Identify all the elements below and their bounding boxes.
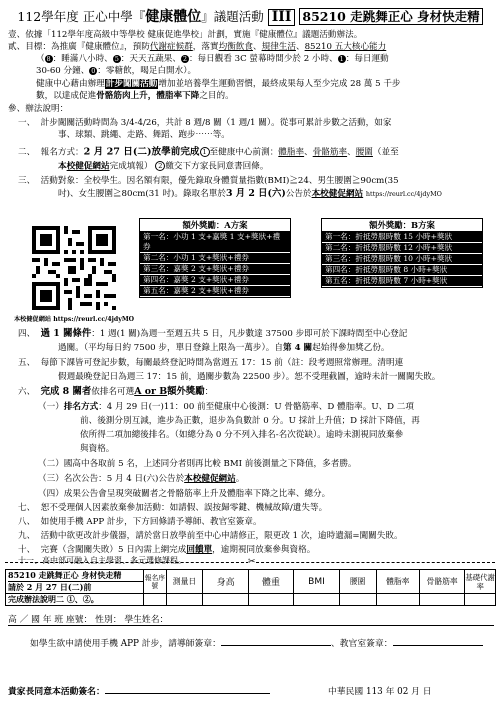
goal-keyword: 85210 五大核心能力	[304, 42, 387, 52]
parent-signature-field[interactable]	[105, 693, 270, 694]
date-line: 中華民國 113 年 02 月 日	[328, 687, 432, 697]
col-bmi: BMI	[294, 570, 339, 594]
col-waist: 腰圍	[339, 570, 376, 594]
goal-emphasis: 骨骼筋肉上升，體脂率下降	[96, 91, 200, 101]
rule-label: 二、	[18, 147, 36, 158]
rule-3-cont	[58, 189, 442, 199]
rule-8	[18, 517, 262, 527]
rule-text: 事、球類、跳繩、走路、舞蹈、跑步⋯⋯等。	[58, 130, 230, 140]
rule-1-cont	[58, 130, 230, 140]
cell-order-number[interactable]	[144, 594, 166, 606]
rule-text: ：1 週(1 關)為週一至週五共 5 日，凡步數達 37500 步即可於下課時間至中心登記	[91, 329, 408, 339]
rule-text: 如使用手機 APP 計步，下方回條請予導師、教官室簽章。	[40, 517, 262, 527]
cell-measure-date[interactable]	[166, 594, 203, 606]
rule-text: 起始得參加獎乙份。	[312, 343, 390, 353]
col-bmr: 基礎代謝率	[465, 570, 496, 594]
plan-a-row: 第五名：嘉獎 2 支+獎狀+禮券	[140, 286, 290, 297]
website-link: 本校健促網站	[311, 189, 364, 199]
website-url: https://reurl.cc/4jdyMO	[365, 190, 442, 198]
rule-text: 計步闖關活動時間為 3/4-4/26，共計 8 週/8 關（1 週/1 關）。從事可累計步數之活動，如家	[40, 118, 392, 128]
cell-height[interactable]	[203, 594, 248, 606]
rule-text: 吋)、女生腰圍≧80cm(31 吋)。錄取名單於	[58, 189, 226, 199]
rule-text: 繳交下方家長同意書回條。	[165, 161, 269, 172]
rule-1	[18, 118, 391, 128]
qr-label-text: 本校健促網站 https://reurl.cc/4jdyMO	[14, 316, 135, 323]
goal-text: ，落實	[192, 42, 219, 52]
parent-signature-label: 貴家長同意本活動簽名：	[8, 687, 105, 697]
rule-label: 四、	[18, 329, 36, 339]
rule-emphasis: 過 1 關條件	[40, 328, 92, 339]
col-measure-date: 測量日	[166, 570, 203, 594]
goal-text: 增加並培養學生運動習慣，最終成果每人至少完成 28 萬 5 千步	[158, 79, 401, 89]
qr-code-icon[interactable]	[32, 226, 116, 310]
goal-text: 數，以達成促進	[36, 91, 97, 101]
goal-text: 健康中心藉由辦理	[36, 79, 105, 89]
rule-text: 完成填報）	[109, 161, 153, 172]
cell-bmr[interactable]	[465, 594, 496, 606]
rule-label: 九、	[18, 531, 36, 541]
rule-text: 依排名可選	[91, 387, 135, 397]
rule-10	[18, 545, 315, 555]
plan-b-row: 第一名：折抵勞服時數 15 小時+獎狀	[322, 232, 482, 243]
section-text: 辦法說明：	[25, 104, 69, 114]
slip-title-cell	[6, 570, 144, 594]
goal-list-line-1: （ 8 ：睡滿八小時、 5 ：天天五蔬果、 2 ：每日觀看 3C 螢幕時間少於 2 小時、 1 ：每日運動	[36, 54, 389, 64]
student-info-line[interactable]	[8, 612, 494, 626]
goal-item: ：睡滿八小時、	[52, 54, 113, 64]
plan-b-box	[321, 218, 483, 288]
goal-item: ：天天五蔬果、	[120, 54, 181, 64]
rule-text: 報名方式：	[40, 147, 84, 158]
cell-muscle-rate[interactable]	[419, 594, 464, 606]
rule-emphasis: 本	[58, 161, 67, 172]
rule-4-cont	[58, 343, 390, 353]
rule-text: 國高中各取前 5 名，上述同分者則再比較 BMI 前後測量之下降值，多者勝。	[63, 459, 357, 469]
rule-text: （並至	[372, 147, 399, 158]
goal-text: 、	[252, 42, 262, 52]
rule-5-cont	[58, 372, 440, 382]
plan-a-header: 額外獎勵：A方案	[140, 219, 290, 232]
rule-6-1	[38, 402, 414, 412]
homeroom-signature-field[interactable]	[221, 645, 331, 646]
rule-label: 一、	[18, 118, 36, 128]
rule-2	[18, 147, 399, 158]
rule-text: 每節下課皆可登記步數，每關最終登記時間為當週五 17：15 前（註：段考週照常辦理。清明連	[40, 358, 404, 368]
goal-text: 目標：為推廣『健康體位』，預防	[25, 42, 150, 52]
rule-keyword: 體脂率	[278, 147, 305, 158]
plan-b-row: 第五名：折抵勞服時數 7 小時+獎狀	[322, 276, 482, 287]
rule-6-1-cont	[80, 444, 114, 454]
rule-keyword: 腰圍	[355, 147, 373, 158]
website-link: 校健促網站	[66, 161, 110, 172]
cell-waist[interactable]	[339, 594, 376, 606]
rule-label: （一）	[38, 402, 64, 412]
rule-7	[18, 503, 327, 513]
circled-1-icon: 1	[339, 54, 344, 63]
rule-text: 名次公告：5 月 4 日(六)公告於	[63, 474, 185, 484]
rule-label: （三）	[38, 474, 64, 484]
rule-date: 3 月 2 日(六)	[225, 188, 286, 199]
rule-keyword: 骨骼筋率	[312, 147, 348, 158]
rule-label: 八、	[18, 517, 36, 527]
circled-0-icon: 0	[91, 66, 96, 75]
goal-paragraph-line-1	[36, 79, 401, 89]
goal-highlight: 計步闖關活動	[105, 79, 158, 89]
rule-2-cont	[58, 161, 268, 172]
goal-text: 、	[295, 42, 305, 52]
plan-a-row: 第一名：小功 1 支+嘉獎 1 支+獎狀+禮券	[140, 232, 290, 253]
rule-text: 假週最晚登記日為週三 17：15 前，過關步數為 22500 步）。恕不受理截圖，逾時未計一關闖失敗。	[58, 372, 441, 382]
page-title	[0, 6, 500, 26]
rule-label: （四）	[38, 489, 64, 499]
dept-approval-text: 教官室簽章：	[339, 639, 393, 649]
rule-text: ：4 月 29 日(一)11：00 前至健康中心後測：U 骨骼筋率、D 體脂率。U、D 二項	[98, 402, 414, 412]
col-body-fat: 體脂率	[376, 570, 419, 594]
rule-text: 、	[347, 147, 356, 158]
circled-5-icon: 5	[114, 54, 119, 63]
rule-4	[18, 329, 407, 339]
rule-9	[18, 531, 403, 541]
dept-signature-field[interactable]	[393, 645, 483, 646]
rule-label: 十一、	[18, 556, 42, 565]
title-roman-numeral: III	[268, 9, 296, 26]
title-topic: 健康體位	[145, 9, 202, 25]
rule-emphasis: A or B	[134, 386, 168, 397]
goal-item: 30-60 分鐘、	[36, 66, 90, 76]
rule-emphasis: 第 4 關	[283, 343, 313, 353]
parent-signature-line[interactable]	[8, 684, 270, 697]
circled-8-icon: 8	[46, 54, 51, 63]
rule-text: 過關。（平均每日約 7500 步，單日登錄上限為一萬步）。自	[58, 343, 283, 353]
title-activity-name: 85210 走跳舞正心 身材快走精	[299, 8, 482, 25]
rule-deadline: 2 月 27 日(二)放學前完成	[83, 146, 200, 158]
rule-6-3	[38, 474, 244, 484]
plan-b-row: 第二名：折抵勞服時數 12 小時+獎狀	[322, 243, 482, 254]
rule-label: 十、	[18, 545, 36, 555]
rule-6-2	[38, 459, 357, 469]
rule-text: 活動中欲更改計步儀器，請於當日放學前至中心申請修正，限更改 1 次，逾時遺漏=闖關失敗。	[40, 531, 403, 541]
slip-deadline: 請於 2 月 27 日(二)前	[8, 582, 92, 592]
rule-text: 完賽（含闖關失敗）5 日內需上網完成	[40, 545, 187, 555]
rule-text: ，逾期視同放棄參與資格。	[212, 545, 316, 555]
rule-text: 成果公告會呈現突破關者之骨骼筋率上升及體脂率下降之比率、總分。	[63, 489, 331, 499]
rule-text: 依所得二項加總後排名。（如總分為 0 分不列入排名-名次從缺）。逾時未測視同放棄參	[80, 430, 404, 440]
section-basis	[8, 30, 362, 40]
slip-instruction: 完成辦法說明二 ①、②。	[6, 594, 144, 606]
rule-label: 三、	[18, 176, 36, 186]
section-rules	[8, 104, 68, 114]
rule-emphasis: 完成 8 關者	[40, 386, 92, 397]
rule-label: 五、	[18, 358, 36, 368]
section-label: 貳、	[8, 42, 26, 52]
circled-1-outline-icon: 1	[200, 147, 210, 157]
goal-keyword: 規律生活	[261, 42, 296, 52]
plan-a-box	[139, 218, 291, 298]
section-label: 參、	[8, 104, 26, 114]
rule-text: 活動對象：全校學生。因名額有限，優先錄取身體質量指數(BMI)≧24、男生腰圍≧90cm(35	[40, 176, 399, 186]
return-slip-table	[5, 569, 496, 606]
qr-code-label	[14, 314, 134, 323]
website-link: 本校健促網站	[184, 474, 236, 484]
plan-a-row: 第三名：嘉獎 2 支+獎狀+禮券	[140, 264, 290, 275]
col-weight: 體重	[248, 570, 293, 594]
app-approval-line[interactable]: 如學生欲申請使用手機 APP 計步，請導師簽章： 、教官室簽章：	[30, 636, 483, 649]
rule-emphasis: 額外獎勵	[167, 386, 205, 397]
rule-text: 、	[304, 147, 313, 158]
rule-label: 六、	[18, 387, 36, 397]
student-info-text: 高 ／ 國 年 班 座號： 性別： 學生姓名：	[8, 615, 169, 625]
rule-label: 七、	[18, 503, 36, 513]
rule-label: （二）	[38, 459, 64, 469]
goal-keyword: 均衡飲食	[218, 42, 253, 52]
feedback-link: 回饋單	[186, 545, 213, 555]
rule-text: 至健康中心前測：	[209, 147, 279, 158]
goal-paragraph-line-2	[36, 91, 234, 101]
cell-body-fat[interactable]	[376, 594, 419, 606]
rule-5	[18, 358, 403, 368]
goal-keyword: 代謝症候群	[149, 42, 193, 52]
rule-text: 高中部可融入自主學習、多元選修課程。	[42, 556, 186, 565]
goal-item: ：每日觀看 3C 螢幕時間少於 2 小時、	[188, 54, 338, 64]
goal-text: 之目的。	[199, 91, 234, 101]
rule-text: 前、後測分別互減，進步為正數，退步為負數計 0 分。U 採計上升值；D 採計下降值，再	[80, 416, 420, 426]
rule-text: 恕不受理個人因素放棄參加活動：如請假、誤按歸零鍵、機械故障/遺失等。	[40, 503, 328, 513]
rule-emphasis: 排名方式	[63, 402, 99, 412]
circled-2-outline-icon: 2	[155, 161, 165, 171]
col-height: 身高	[203, 570, 248, 594]
rule-6	[18, 387, 213, 397]
circled-2-icon: 2	[182, 54, 188, 63]
rule-text: 與資格。	[80, 444, 115, 454]
cell-weight[interactable]	[248, 594, 293, 606]
col-muscle-rate: 骨骼筋率	[419, 570, 464, 594]
plan-b-header: 額外獎勵：B方案	[322, 219, 482, 232]
rule-text: 公告於	[285, 189, 312, 199]
goal-list-line-2	[36, 66, 196, 76]
col-order-number: 報名序號	[144, 570, 166, 594]
slip-title: 85210 走跳舞正心 身材快走精	[8, 570, 143, 582]
goal-item: ：每日運動	[345, 54, 389, 64]
section-label: 壹、	[8, 30, 26, 40]
rule-11	[18, 556, 186, 566]
cell-bmi[interactable]	[294, 594, 339, 606]
plan-a-row: 第四名：嘉獎 2 支+獎狀+禮券	[140, 275, 290, 286]
goal-item: ：零糖飲，喝足白開水）。	[97, 66, 197, 76]
rule-3	[18, 176, 399, 186]
rule-6-1-cont	[80, 416, 420, 426]
plan-b-row: 第三名：折抵勞服時數 10 小時+獎狀	[322, 254, 482, 265]
scissors-icon: ✂	[248, 557, 256, 567]
rule-6-1-cont	[80, 430, 403, 440]
title-mid: 』議題活動	[201, 9, 264, 24]
plan-a-row: 第二名：小功 1 支+獎狀+禮券	[140, 253, 290, 264]
title-prefix: 112學年度 正心中學『	[17, 9, 146, 24]
rule-text: 。	[235, 474, 245, 484]
app-approval-text: 如學生欲申請使用手機 APP 計步，請導師簽章：	[30, 639, 221, 649]
rule-text: ：	[204, 387, 214, 397]
section-text: 依據「112學年度高級中等學校 健康促進學校」計劃，實施『健康體位』議題活動辦法。	[25, 30, 363, 40]
rule-6-4	[38, 489, 330, 499]
plan-b-row: 第四名：折抵勞服時數 8 小時+獎狀	[322, 265, 482, 276]
section-goals	[8, 42, 386, 52]
